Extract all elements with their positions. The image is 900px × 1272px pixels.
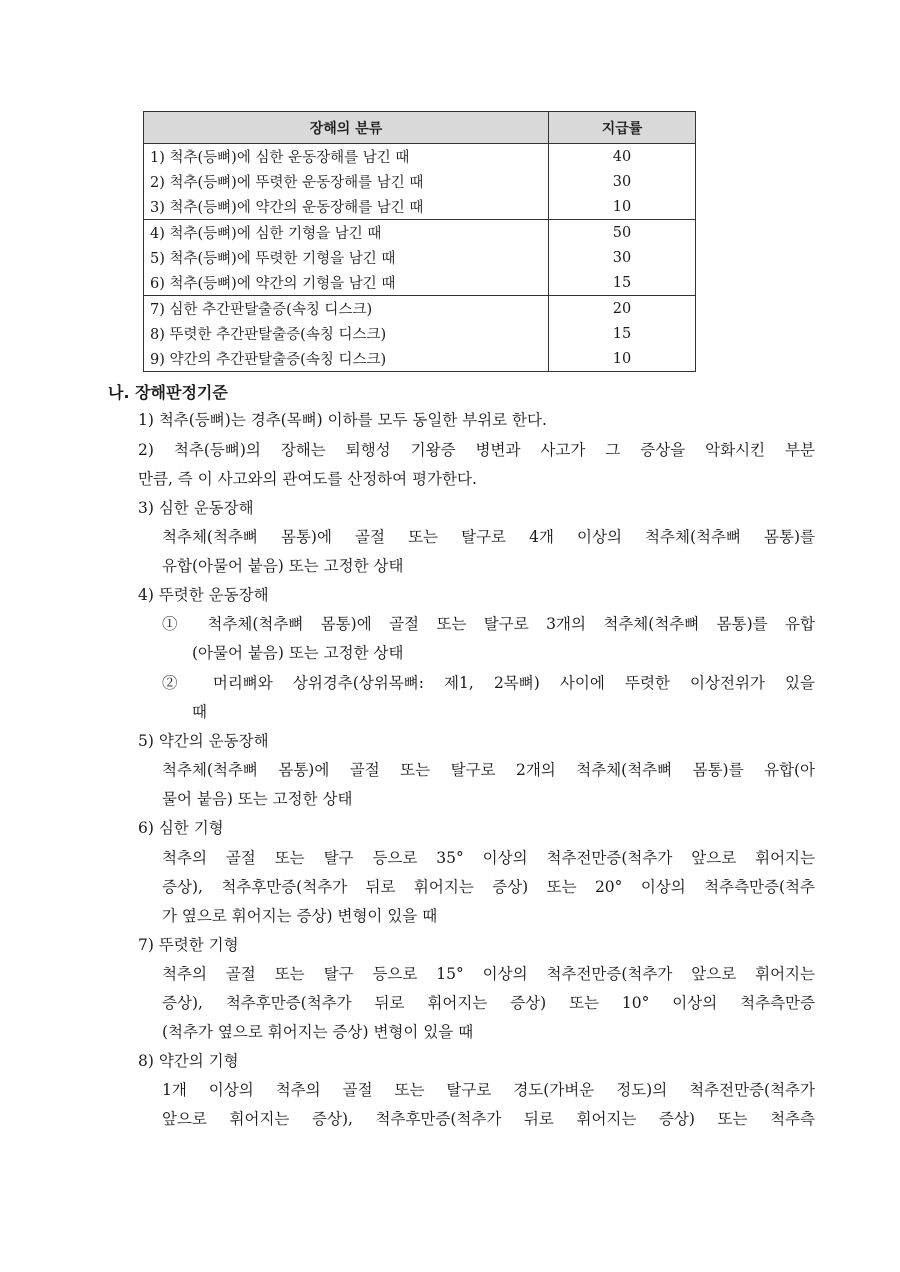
row-rate: 50 xyxy=(549,220,696,246)
row-label: 6) 척추(등뼈)에 약간의 기형을 남긴 때 xyxy=(144,270,549,296)
table-row xyxy=(144,220,696,246)
header-rate: 지급률 xyxy=(549,112,696,144)
paragraph-line: 가 옆으로 휘어지는 증상) 변형이 있을 때 xyxy=(162,907,438,925)
paragraph-line: 3) 심한 운동장해 xyxy=(138,499,254,517)
paragraph-line: 5) 약간의 운동장해 xyxy=(138,732,269,750)
paragraph-line: 증상), 척추후만증(척추가 뒤로 휘어지는 증상) 또는 20° 이상의 척추측만증(척추 xyxy=(162,878,815,896)
row-rate: 15 xyxy=(549,321,696,346)
row-rate: 30 xyxy=(549,169,696,194)
table-row xyxy=(144,169,696,194)
row-rate: 10 xyxy=(549,346,696,372)
paragraph-line: ② 머리뼈와 상위경추(상위목뼈: 제1, 2목뼈) 사이에 뚜렷한 이상전위가 있을 xyxy=(162,674,815,692)
paragraph-line: 척추체(척추뼈 몸통)에 골절 또는 탈구로 4개 이상의 척추체(척추뼈 몸통)를 xyxy=(162,528,815,546)
paragraph-line: 척추의 골절 또는 탈구 등으로 15° 이상의 척추전만증(척추가 앞으로 휘어지는 xyxy=(162,965,815,983)
row-label: 7) 심한 추간판탈출증(속칭 디스크) xyxy=(144,296,549,322)
row-rate: 15 xyxy=(549,270,696,296)
table-row xyxy=(144,270,696,296)
table-row xyxy=(144,194,696,220)
header-category: 장해의 분류 xyxy=(144,112,549,144)
paragraph-line: 8) 약간의 기형 xyxy=(138,1052,239,1070)
paragraph-line: 만큼, 즉 이 사고와의 관여도를 산정하여 평가한다. xyxy=(138,470,477,488)
table-row xyxy=(144,296,696,322)
disability-rate-table xyxy=(143,111,696,372)
row-label: 2) 척추(등뼈)에 뚜렷한 운동장해를 남긴 때 xyxy=(144,169,549,194)
row-rate: 40 xyxy=(549,144,696,170)
paragraph-line: 7) 뚜렷한 기형 xyxy=(138,936,239,954)
paragraph-line: 4) 뚜렷한 운동장해 xyxy=(138,586,269,604)
section-title: 나. 장해판정기준 xyxy=(108,383,228,402)
paragraph-line: 척추체(척추뼈 몸통)에 골절 또는 탈구로 2개의 척추체(척추뼈 몸통)를 유합(아 xyxy=(162,761,815,779)
paragraph-line: 6) 심한 기형 xyxy=(138,819,224,837)
table-row xyxy=(144,321,696,346)
row-rate: 30 xyxy=(549,245,696,270)
row-label: 4) 척추(등뼈)에 심한 기형을 남긴 때 xyxy=(144,220,549,246)
paragraph-line: (아물어 붙음) 또는 고정한 상태 xyxy=(192,644,404,662)
paragraph-line: 물어 붙음) 또는 고정한 상태 xyxy=(162,790,353,808)
table-header-row xyxy=(144,112,696,144)
paragraph-line: 증상), 척추후만증(척추가 뒤로 휘어지는 증상) 또는 10° 이상의 척추측만증 xyxy=(162,994,815,1012)
row-label: 8) 뚜렷한 추간판탈출증(속칭 디스크) xyxy=(144,321,549,346)
row-rate: 20 xyxy=(549,296,696,322)
paragraph-line: (척추가 옆으로 휘어지는 증상) 변형이 있을 때 xyxy=(162,1023,474,1041)
row-label: 1) 척추(등뼈)에 심한 운동장해를 남긴 때 xyxy=(144,144,549,170)
paragraph-line: 앞으로 휘어지는 증상), 척추후만증(척추가 뒤로 휘어지는 증상) 또는 척추측 xyxy=(162,1110,815,1128)
paragraph-line: 1) 척추(등뼈)는 경추(목뼈) 이하를 모두 동일한 부위로 한다. xyxy=(138,411,547,429)
table-row xyxy=(144,245,696,270)
paragraph-line: 때 xyxy=(192,703,207,721)
table-row xyxy=(144,346,696,372)
paragraph-line: ① 척추체(척추뼈 몸통)에 골절 또는 탈구로 3개의 척추체(척추뼈 몸통)를 유합 xyxy=(162,615,815,633)
row-label: 5) 척추(등뼈)에 뚜렷한 기형을 남긴 때 xyxy=(144,245,549,270)
table-row xyxy=(144,144,696,170)
paragraph-line: 2) 척추(등뼈)의 장해는 퇴행성 기왕증 병변과 사고가 그 증상을 악화시킨 부분 xyxy=(138,441,815,459)
row-label: 3) 척추(등뼈)에 약간의 운동장해를 남긴 때 xyxy=(144,194,549,220)
paragraph-line: 1개 이상의 척추의 골절 또는 탈구로 경도(가벼운 정도)의 척추전만증(척추가 xyxy=(162,1081,815,1099)
row-rate: 10 xyxy=(549,194,696,220)
paragraph-line: 유합(아물어 붙음) 또는 고정한 상태 xyxy=(162,557,404,575)
row-label: 9) 약간의 추간판탈출증(속칭 디스크) xyxy=(144,346,549,372)
paragraph-line: 척추의 골절 또는 탈구 등으로 35° 이상의 척추전만증(척추가 앞으로 휘어지는 xyxy=(162,849,815,867)
